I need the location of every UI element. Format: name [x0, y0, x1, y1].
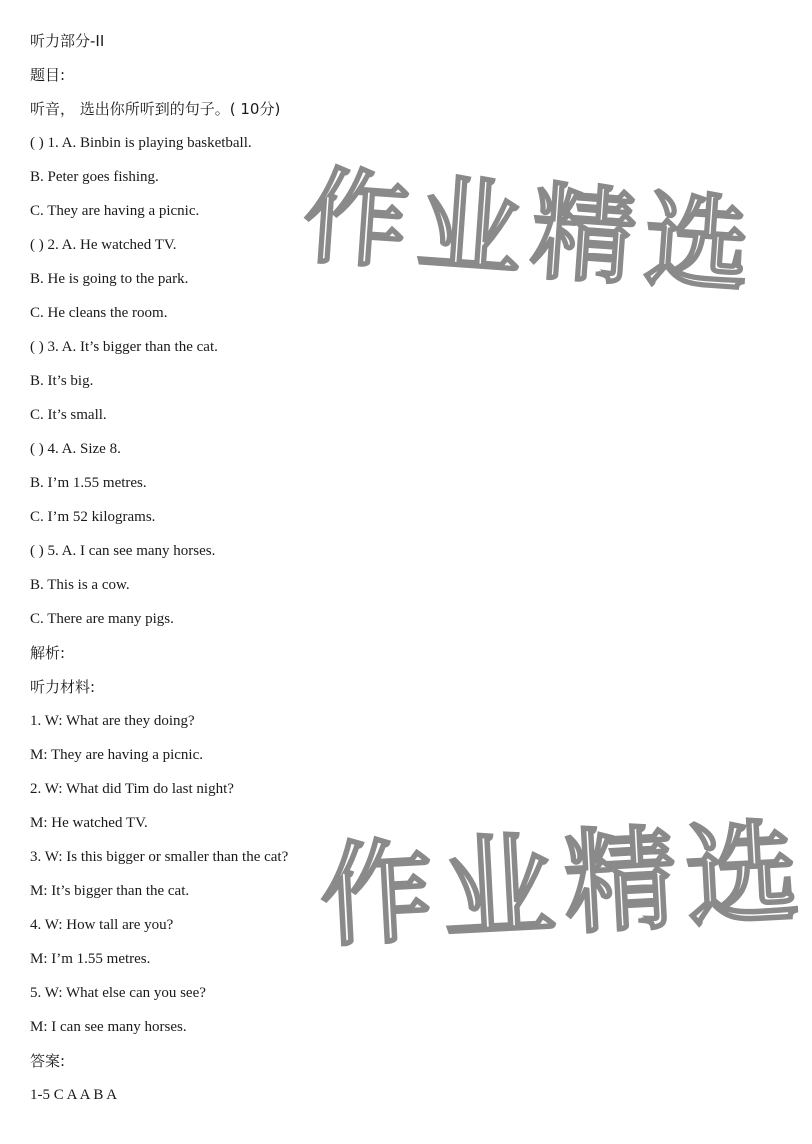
- transcript-line: M: I can see many horses.: [30, 1019, 187, 1035]
- transcript-line: 5. W: What else can you see?: [30, 985, 206, 1001]
- question-label: 题目:: [30, 66, 66, 84]
- instruction: 听音， 选出你所听到的句子。( 10分): [30, 100, 281, 118]
- question-5-option-b: B. This is a cow.: [30, 577, 130, 593]
- watermark-top: 作业精选: [299, 154, 764, 309]
- transcript-line: M: I’m 1.55 metres.: [30, 951, 151, 967]
- transcript-line: 3. W: Is this bigger or smaller than the cat?: [30, 849, 289, 865]
- document-body: [30, 24, 670, 1112]
- question-2-option-b: B. He is going to the park.: [30, 271, 189, 287]
- question-3-option-b: B. It’s big.: [30, 373, 94, 389]
- question-1-option-c: C. They are having a picnic.: [30, 203, 200, 219]
- transcript-line: M: It’s bigger than the cat.: [30, 883, 190, 899]
- section-title: 听力部分-II: [30, 32, 105, 50]
- question-5-option-a: ( ) 5. A. I can see many horses.: [30, 543, 216, 559]
- question-1-option-a: ( ) 1. A. Binbin is playing basketball.: [30, 135, 252, 151]
- question-1-option-b: B. Peter goes fishing.: [30, 169, 159, 185]
- question-3-option-a: ( ) 3. A. It’s bigger than the cat.: [30, 339, 218, 355]
- transcript-line: 1. W: What are they doing?: [30, 713, 195, 729]
- answer-label: 答案:: [30, 1052, 66, 1070]
- transcript-line: 4. W: How tall are you?: [30, 917, 174, 933]
- transcript-label: 听力材料:: [30, 678, 96, 696]
- question-2-option-c: C. He cleans the room.: [30, 305, 168, 321]
- transcript-line: M: They are having a picnic.: [30, 747, 203, 763]
- watermark-bottom: 作业精选: [317, 807, 812, 963]
- question-4-option-c: C. I’m 52 kilograms.: [30, 509, 156, 525]
- question-5-option-c: C. There are many pigs.: [30, 611, 174, 627]
- analysis-label: 解析:: [30, 644, 66, 662]
- transcript-line: M: He watched TV.: [30, 815, 148, 831]
- question-4-option-b: B. I’m 1.55 metres.: [30, 475, 147, 491]
- answer-key: 1-5 C A A B A: [30, 1087, 118, 1103]
- question-2-option-a: ( ) 2. A. He watched TV.: [30, 237, 177, 253]
- question-3-option-c: C. It’s small.: [30, 407, 107, 423]
- transcript-line: 2. W: What did Tim do last night?: [30, 781, 234, 797]
- question-4-option-a: ( ) 4. A. Size 8.: [30, 441, 121, 457]
